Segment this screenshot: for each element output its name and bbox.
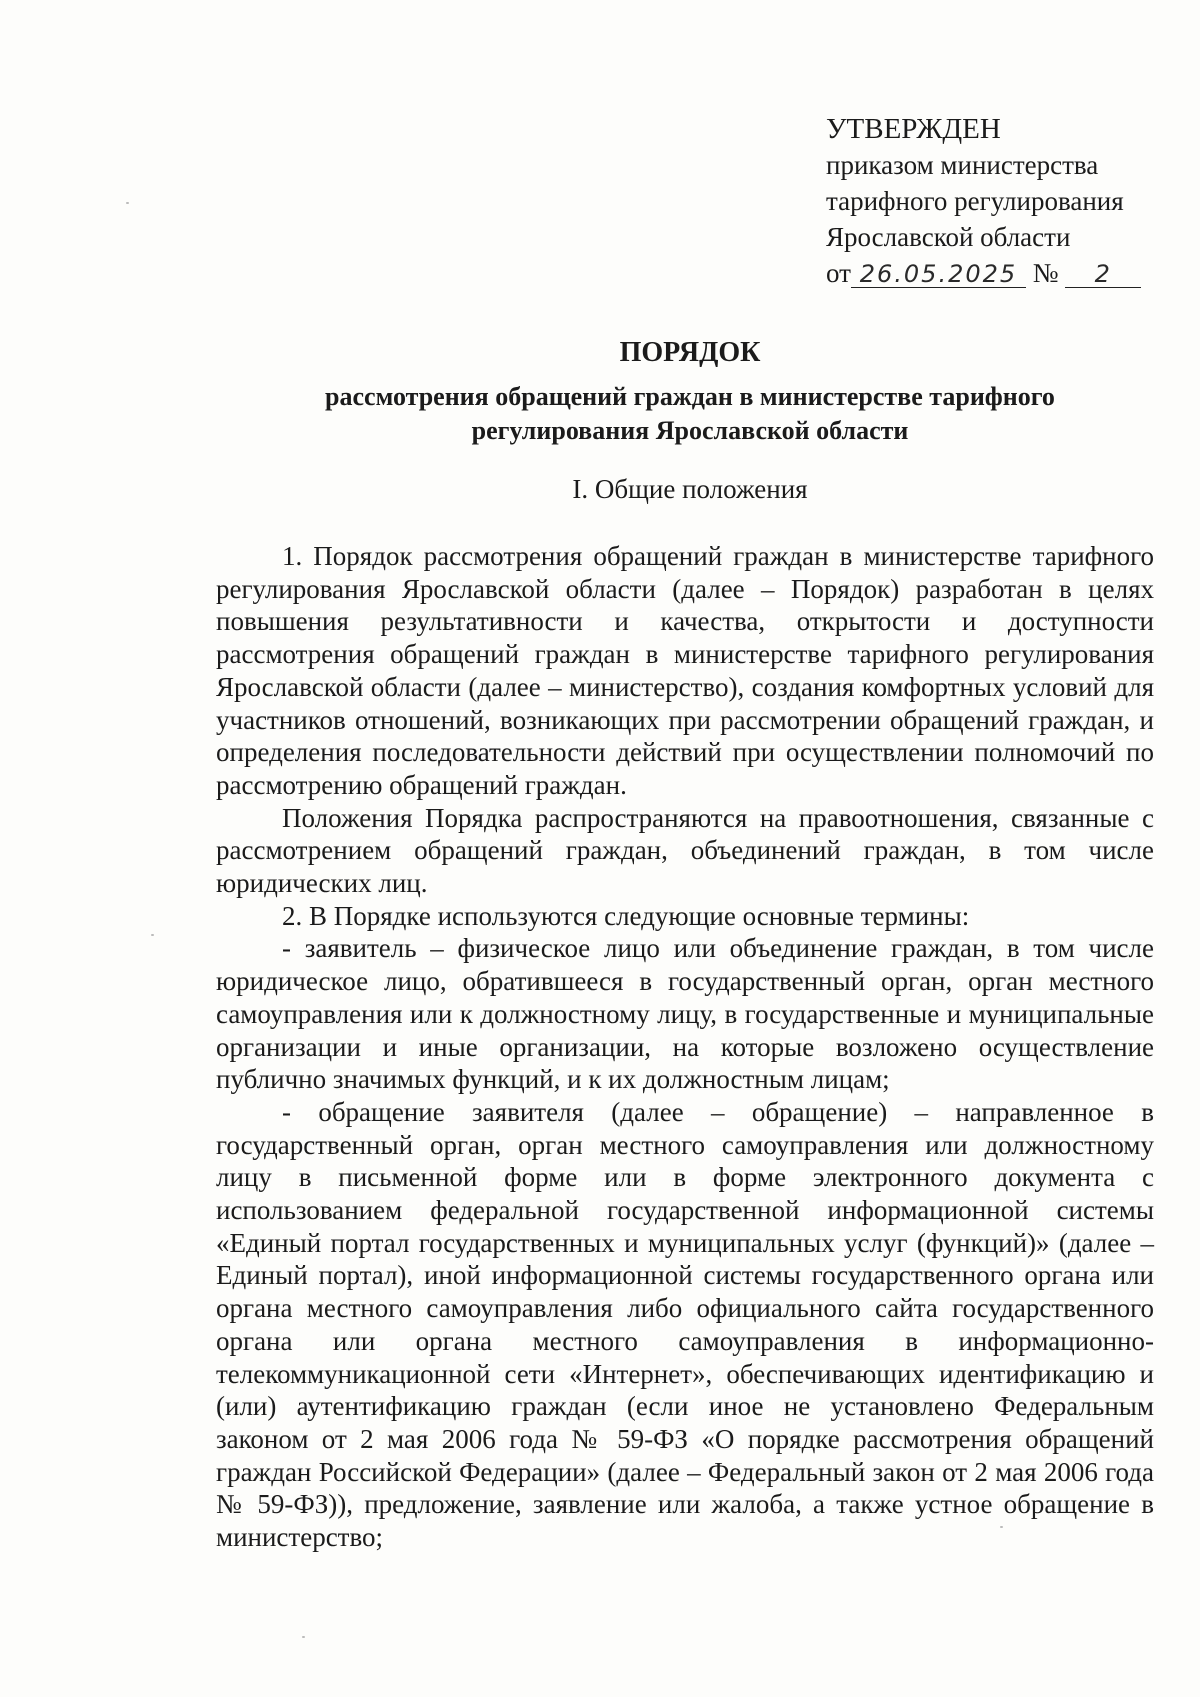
number-sign: № — [1032, 258, 1059, 288]
document-subtitle — [140, 380, 1200, 448]
scan-speck — [151, 934, 154, 936]
approval-line-3: Ярославской области — [826, 222, 1071, 252]
paragraph-2: Положения Порядка распространяются на правоотношения, связанные с рассмотрением обращений граждан, объединений граждан, в том числе юридических лиц. — [216, 802, 1154, 899]
document-title: ПОРЯДОК — [619, 337, 761, 368]
scan-speck — [126, 202, 129, 204]
scan-speck — [302, 1636, 305, 1638]
approval-line-2: тарифного регулирования — [826, 186, 1124, 216]
subtitle-line-2: регулирования Ярославской области — [471, 416, 909, 445]
paragraph-3: 2. В Порядке используются следующие основные термины: — [282, 900, 970, 931]
document-body — [216, 540, 1154, 1554]
paragraph-4: - заявитель – физическое лицо или объединение граждан, в том числе юридическое лицо, обратившееся в государственный орган, орган местного самоуправления или к должностному лицу, в государственные и муниципальные организации и иные организации, на которые возложено осуществление публично значимых функций, и к их должностным лицам; — [216, 933, 1154, 1095]
approval-title: УТВЕРЖДЕН — [826, 113, 1001, 145]
approval-stamp-block — [826, 111, 1166, 291]
approval-date-line — [826, 255, 1166, 291]
approval-line-1: приказом министерства — [826, 150, 1099, 180]
subtitle-line-1: рассмотрения обращений граждан в министерстве тарифного — [325, 382, 1055, 411]
scan-speck — [1000, 1526, 1003, 1528]
section-heading: I. Общие положения — [572, 474, 808, 504]
paragraph-5: - обращение заявителя (далее – обращение) – направленное в государственный орган, орган местного самоуправления или должностному лицу в письменной форме или в форме электронного документа с использованием федеральной государственной информационной системы «Единый портал государственных и муниципальных услуг (функций)» (далее – Единый портал), иной информационной системы государственного органа или органа местного самоуправления либо официального сайта государственного органа или органа местного самоуправления в информационно-телекоммуникационной сети «Интернет», обеспечивающих идентификацию и (или) аутентификацию граждан (если иное не установлено Федеральным законом от 2 мая 2006 года № 59-ФЗ «О порядке рассмотрения обращений граждан Российской Федерации» (далее – Федеральный закон от 2 мая 2006 года № 59-ФЗ)), предложение, заявление или жалоба, а также устное обращение в министерство; — [216, 1096, 1154, 1553]
paragraph-1: 1. Порядок рассмотрения обращений граждан в министерстве тарифного регулирования Ярославской области (далее – Порядок) разработан в целях повышения результативности и качества, открытости и доступности рассмотрения обращений граждан в министерстве тарифного регулирования Ярославской области (далее – министерство), создания комфортных условий для участников отношений, возникающих при рассмотрении обращений граждан, и определения последовательности действий при осуществлении полномочий по рассмотрению обращений граждан. — [216, 541, 1154, 800]
handwritten-date: 26.05.2025 — [851, 261, 1026, 288]
handwritten-number: 2 — [1065, 261, 1141, 288]
date-prefix: от — [826, 258, 851, 288]
